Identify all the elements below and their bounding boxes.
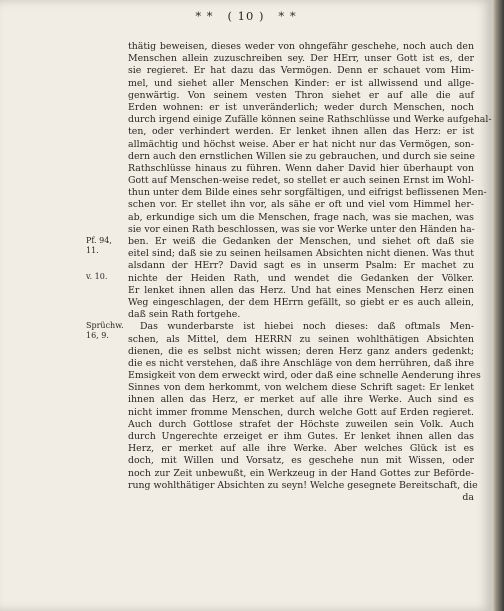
- text-line: Rathschlüsse hinaus zu führen. Wenn daher David hier überhaupt von: [128, 162, 474, 174]
- text-line: Emsigkeit von dem erweckt wird, oder daß eine schnelle Aenderung ihres: [128, 370, 481, 382]
- text-line: Sinnes von dem herkommt, von welchem diese Schrift saget: Er lenket: [128, 382, 474, 394]
- header-ornament-right: * *: [278, 9, 297, 23]
- text-line: Das wunderbarste ist hiebei noch dieses: daß oftmals Men-: [140, 321, 474, 333]
- text-line: ihnen allen das Herz, er merket auf alle ihre Werke. Auch sind es: [128, 394, 474, 406]
- text-line: die es nicht verstehen, daß ihre Anschläge von dem herrühren, daß ihre: [128, 357, 474, 369]
- text-line: daß sein Rath fortgehe.: [128, 309, 241, 321]
- text-line: schen, als Mittel, dem HERRN zu seinen wohlthätigen Absichten: [128, 333, 474, 345]
- text-line: rung wohlthätiger Absichten zu seyn! Welche gesegnete Bereitschaft, die: [128, 479, 478, 491]
- text-line: noch zur Zeit unbewußt, ein Werkzeug in der Hand Gottes zur Beförde-: [128, 467, 474, 479]
- page-number: ( 10 ): [227, 9, 265, 23]
- text-line: dienen, die es selbst nicht wissen; deren Herz ganz anders gedenkt;: [128, 345, 474, 357]
- text-line: Menschen allein zuzuschreiben sey. Der HErr, unser Gott ist es, der: [128, 53, 474, 65]
- text-line: durch Ungerechte erzeiget er ihm Gutes. Er lenket ihnen allen das: [128, 431, 474, 442]
- page-header: [0, 9, 492, 23]
- text-line: Gott auf Menschen-weise redet, so stellet er auch seinen Ernst im Wohl-: [128, 175, 474, 187]
- text-line: Auch durch Gottlose strafet der Höchste zuweilen sein Volk. Auch: [128, 418, 474, 430]
- text-line: durch irgend einige Zufälle können seine Rathschlüsse und Werke aufgehal-: [128, 114, 492, 126]
- margin-note-psalm: Pf. 94, 11.: [86, 236, 112, 255]
- text-line: thun unter dem Bilde eines sehr sorgfältigen, und eifrigst beflissenen Men-: [128, 187, 487, 199]
- text-line: doch, mit Willen und Vorsatz, es geschehe nun mit Wissen, oder: [128, 455, 474, 467]
- text-line: ten, oder verhindert werden. Er lenket ihnen allen das Herz: er ist: [128, 126, 474, 138]
- text-line: ab, erkundige sich um die Menschen, frage nach, was sie machen, was: [128, 211, 474, 223]
- text-line: mel, und siehet aller Menschen Kinder: er ist allwissend und allge-: [128, 77, 474, 89]
- header-ornament-left: * *: [195, 9, 214, 23]
- text-line: dern auch den ernstlichen Willen sie zu gebrauchen, und durch sie seine: [128, 150, 475, 162]
- text-line: Er lenket ihnen allen das Herz. Und hat eines Menschen Herz einen: [128, 284, 474, 296]
- text-line: sie vor einen Rath beschlossen, was sie vor Werke unter den Händen ha-: [128, 223, 475, 235]
- margin-note-verse: v. 10.: [86, 272, 108, 281]
- text-line: sie regieret. Er hat dazu das Vermögen. Denn er schauet vom Him-: [128, 65, 474, 77]
- text-line: eitel sind; daß sie zu seinen heilsamen Absichten nicht dienen. Was thut: [128, 248, 474, 260]
- text-line: ben. Er weiß die Gedanken der Menschen, und siehet oft daß sie: [128, 236, 474, 247]
- text-line: allmächtig und höchst weise. Aber er hat nicht nur das Vermögen, son-: [128, 138, 474, 150]
- text-line: Herz, er merket auf alle ihre Werke. Aber welches Glück ist es: [128, 443, 474, 455]
- text-line: nicht immer fromme Menschen, durch welche Gott auf Erden regieret.: [128, 406, 474, 418]
- text-line: Erden wohnen: er ist unveränderlich; weder durch Menschen, noch: [128, 101, 474, 113]
- catchword: da: [462, 491, 474, 503]
- text-line: nichte der Heiden Rath, und wendet die Gedanken der Völker.: [128, 272, 474, 284]
- body-text: [128, 41, 492, 504]
- text-line: alsdann der HErr? David sagt es in unserm Psalm: Er machet zu: [128, 260, 474, 272]
- text-line: genwärtig. Von seinem vesten Thron siehet er auf alle die auf: [128, 89, 474, 101]
- page-edge: [492, 0, 504, 611]
- text-line: thätig beweisen, dieses weder von ohngefähr geschehe, noch auch den: [128, 41, 474, 52]
- text-line: schen vor. Er stellet ihn vor, als sähe er oft und viel vom Himmel her-: [128, 199, 474, 211]
- text-line: Weg eingeschlagen, der dem HErrn gefällt, so giebt er es auch allein,: [128, 296, 474, 308]
- margin-note-proverbs: Sprüchw. 16, 9.: [86, 321, 124, 340]
